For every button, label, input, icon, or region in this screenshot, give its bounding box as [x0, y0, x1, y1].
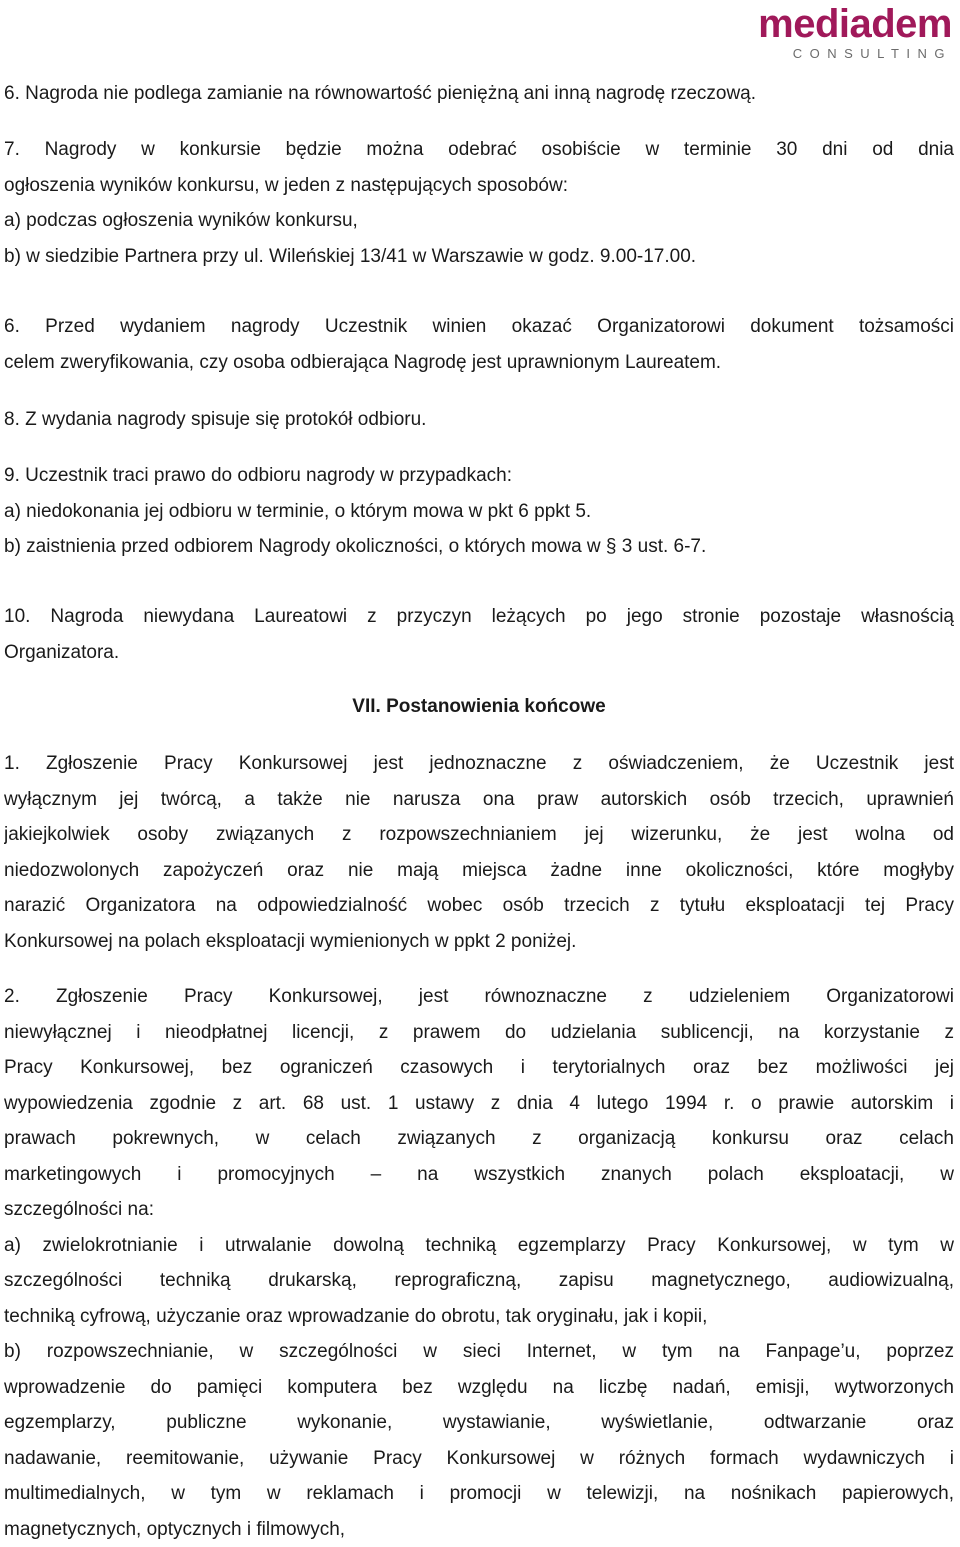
text-line: multimedialnych, w tym w reklamach i promocji w telewizji, na nośnikach papierowych, [4, 1476, 954, 1512]
section-title: VII. Postanowienia końcowe [4, 689, 954, 725]
text-line: prawach pokrewnych, w celach związanych z organizacją konkursu oraz celach [4, 1121, 954, 1157]
text-line: a) podczas ogłoszenia wyników konkursu, [4, 203, 954, 239]
text-line: 2. Zgłoszenie Pracy Konkursowej, jest równoznaczne z udzieleniem Organizatorowi [4, 979, 954, 1015]
text-line: nadawanie, reemitowanie, używanie Pracy Konkursowej w różnych formach wydawniczych i [4, 1441, 954, 1477]
text-line: 8. Z wydania nagrody spisuje się protokół odbioru. [4, 402, 954, 438]
text-line: 10. Nagroda niewydana Laureatowi z przyczyn leżących po jego stronie pozostaje własnością [4, 599, 954, 635]
logo-wordmark: mediadem [758, 2, 952, 46]
paragraph [4, 599, 954, 670]
paragraph [4, 458, 954, 565]
text-line: 7. Nagrody w konkursie będzie można odebrać osobiście w terminie 30 dni od dnia [4, 132, 954, 168]
text-line: Konkursowej na polach eksploatacji wymienionych w ppkt 2 poniżej. [4, 924, 954, 960]
text-line: 9. Uczestnik traci prawo do odbioru nagrody w przypadkach: [4, 458, 954, 494]
text-line: techniką cyfrową, użyczanie oraz wprowadzanie do obrotu, tak oryginału, jak i kopii, [4, 1299, 954, 1335]
text-line: magnetycznych, optycznych i filmowych, [4, 1512, 954, 1547]
paragraph [4, 76, 954, 112]
text-line: b) rozpowszechnianie, w szczególności w sieci Internet, w tym na Fanpage’u, poprzez [4, 1334, 954, 1370]
mediadem-logo [734, 2, 954, 64]
paragraph [4, 309, 954, 380]
text-line: 1. Zgłoszenie Pracy Konkursowej jest jednoznaczne z oświadczeniem, że Uczestnik jest [4, 746, 954, 782]
text-line: Pracy Konkursowej, bez ograniczeń czasowych i terytorialnych oraz bez możliwości jej [4, 1050, 954, 1086]
paragraph [4, 746, 954, 959]
text-line: egzemplarzy, publiczne wykonanie, wystawianie, wyświetlanie, odtwarzanie oraz [4, 1405, 954, 1441]
text-line: a) niedokonania jej odbioru w terminie, o którym mowa w pkt 6 ppkt 5. [4, 494, 954, 530]
text-line: Organizatora. [4, 635, 954, 671]
text-line: 6. Przed wydaniem nagrody Uczestnik winien okazać Organizatorowi dokument tożsamości [4, 309, 954, 345]
text-line: 6. Nagroda nie podlega zamianie na równowartość pieniężną ani inną nagrodę rzeczową. [4, 76, 954, 112]
text-line: szczególności na: [4, 1192, 954, 1228]
text-line: b) w siedzibie Partnera przy ul. Wileńskiej 13/41 w Warszawie w godz. 9.00-17.00. [4, 239, 954, 275]
text-line: celem zweryfikowania, czy osoba odbierająca Nagrodę jest uprawnionym Laureatem. [4, 345, 954, 381]
text-line: narazić Organizatora na odpowiedzialność wobec osób trzecich z tytułu eksploatacji tej Pracy [4, 888, 954, 924]
text-line: niedozwolonych zapożyczeń oraz nie mają miejsca żadne inne okoliczności, które mogłyby [4, 853, 954, 889]
text-line: ogłoszenia wyników konkursu, w jeden z następujących sposobów: [4, 168, 954, 204]
text-line: szczególności techniką drukarską, reprograficzną, zapisu magnetycznego, audiowizualną, [4, 1263, 954, 1299]
logo-subtitle: CONSULTING [793, 46, 952, 62]
text-line: jakiejkolwiek osoby związanych z rozpowszechnianiem jej wizerunku, że jest wolna od [4, 817, 954, 853]
text-line: b) zaistnienia przed odbiorem Nagrody okoliczności, o których mowa w § 3 ust. 6-7. [4, 529, 954, 565]
paragraph [4, 132, 954, 274]
paragraph [4, 402, 954, 438]
text-line: wyłącznym jej twórcą, a także nie narusza ona praw autorskich osób trzecich, uprawnień [4, 782, 954, 818]
paragraph [4, 979, 954, 1547]
text-line: niewyłącznej i nieodpłatnej licencji, z prawem do udzielania sublicencji, na korzystanie z [4, 1015, 954, 1051]
text-line: a) zwielokrotnianie i utrwalanie dowolną techniką egzemplarzy Pracy Konkursowej, w tym w [4, 1228, 954, 1264]
text-line: wypowiedzenia zgodnie z art. 68 ust. 1 ustawy z dnia 4 lutego 1994 r. o prawie autorskim i [4, 1086, 954, 1122]
text-line: marketingowych i promocyjnych – na wszystkich znanych polach eksploatacji, w [4, 1157, 954, 1193]
text-line: wprowadzenie do pamięci komputera bez względu na liczbę nadań, emisji, wytworzonych [4, 1370, 954, 1406]
